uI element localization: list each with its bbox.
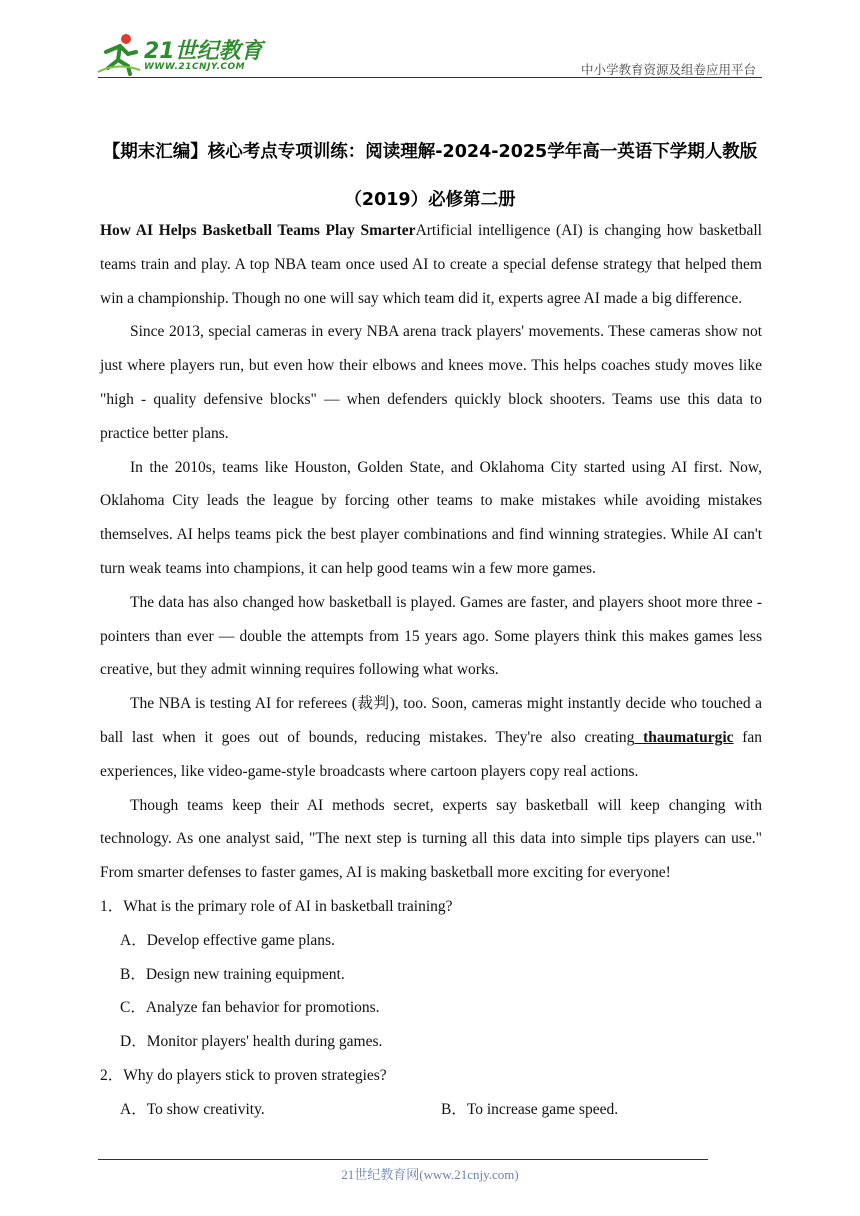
header-divider <box>98 77 762 78</box>
question-1-option-c[interactable]: C．Analyze fan behavior for promotions. <box>120 999 380 1017</box>
article-paragraph-1 <box>100 214 762 315</box>
article-paragraph-3: In the 2010s, teams like Houston, Golden State, and Oklahoma City started using AI first. Now, Oklahoma City leads the league by forcing other teams to make mistakes while avoiding mistakes themselves. AI helps teams pick the best player combinations and find winning strategies. While AI can't turn weak teams into champions, it can help good teams win a few more games. <box>100 458 762 577</box>
footer-divider <box>98 1159 708 1160</box>
site-tagline: 中小学教育资源及组卷应用平台 <box>580 62 756 77</box>
p5-after: fan experiences, like video-game-style broadcasts where cartoon players copy real actions. <box>100 728 762 780</box>
question-2-options <box>100 1093 762 1127</box>
article-paragraph-2: Since 2013, special cameras in every NBA arena track players' movements. These cameras show not just where players run, but even how their elbows and knees move. This helps coaches study moves like "high - quality defensive blocks" — when defenders quickly block shooters. Teams use this data to practice better plans. <box>100 323 762 442</box>
question-1-option-d[interactable]: D．Monitor players' health during games. <box>120 1033 383 1051</box>
question-2-option-a[interactable]: A．To show creativity. <box>120 1100 265 1118</box>
p5-before: The NBA is testing AI for referees (裁判), too. Soon, cameras might instantly decide who touched a ball last when it goes out of bounds, reducing mistakes. They're also creating <box>100 695 762 746</box>
question-2-option-b[interactable]: B．To increase game speed. <box>441 1100 619 1118</box>
question-1-option-b[interactable]: B．Design new training equipment. <box>120 965 345 983</box>
article-paragraph-6: Though teams keep their AI methods secret, experts say basketball will keep changing with technology. As one analyst said, "The next step is turning all this data into simple tips players can use." From smarter defenses to faster games, AI is making basketball more exciting for everyone! <box>100 796 762 882</box>
page-header <box>0 0 860 80</box>
underlined-word: thaumaturgic <box>634 728 734 746</box>
question-2-stem: 2．Why do players stick to proven strategies? <box>100 1066 387 1084</box>
question-1-stem: 1．What is the primary role of AI in basketball training? <box>100 897 453 915</box>
article-paragraph-5 <box>100 687 762 788</box>
question-1-option-a[interactable]: A．Develop effective game plans. <box>120 931 335 949</box>
article-p1-text: Artificial intelligence (AI) is changing how basketball teams train and play. A top NBA team once used AI to create a special defense strategy that helped them win a championship. Though no one will say which team did it, experts agree AI made a big difference. <box>100 222 762 307</box>
page-footer[interactable]: 21世纪教育网(www.21cnjy.com) <box>341 1167 519 1182</box>
document-body <box>100 214 762 1127</box>
site-logo[interactable] <box>96 32 266 78</box>
logo-text: 21世纪教育 <box>144 39 263 64</box>
article-paragraph-4: The data has also changed how basketball is played. Games are faster, and players shoot more three - pointers than ever — double the attempts from 15 years ago. Some players think this makes games less creative, but they admit winning requires following what works. <box>100 593 762 679</box>
document-title: 【期末汇编】核心考点专项训练：阅读理解-2024-2025学年高一英语下学期人教版（2019）必修第二册 <box>102 142 758 210</box>
runner-icon <box>96 32 142 76</box>
logo-url: WWW.21CNJY.COM <box>144 62 246 72</box>
article-title: How AI Helps Basketball Teams Play Smarter <box>100 222 416 239</box>
